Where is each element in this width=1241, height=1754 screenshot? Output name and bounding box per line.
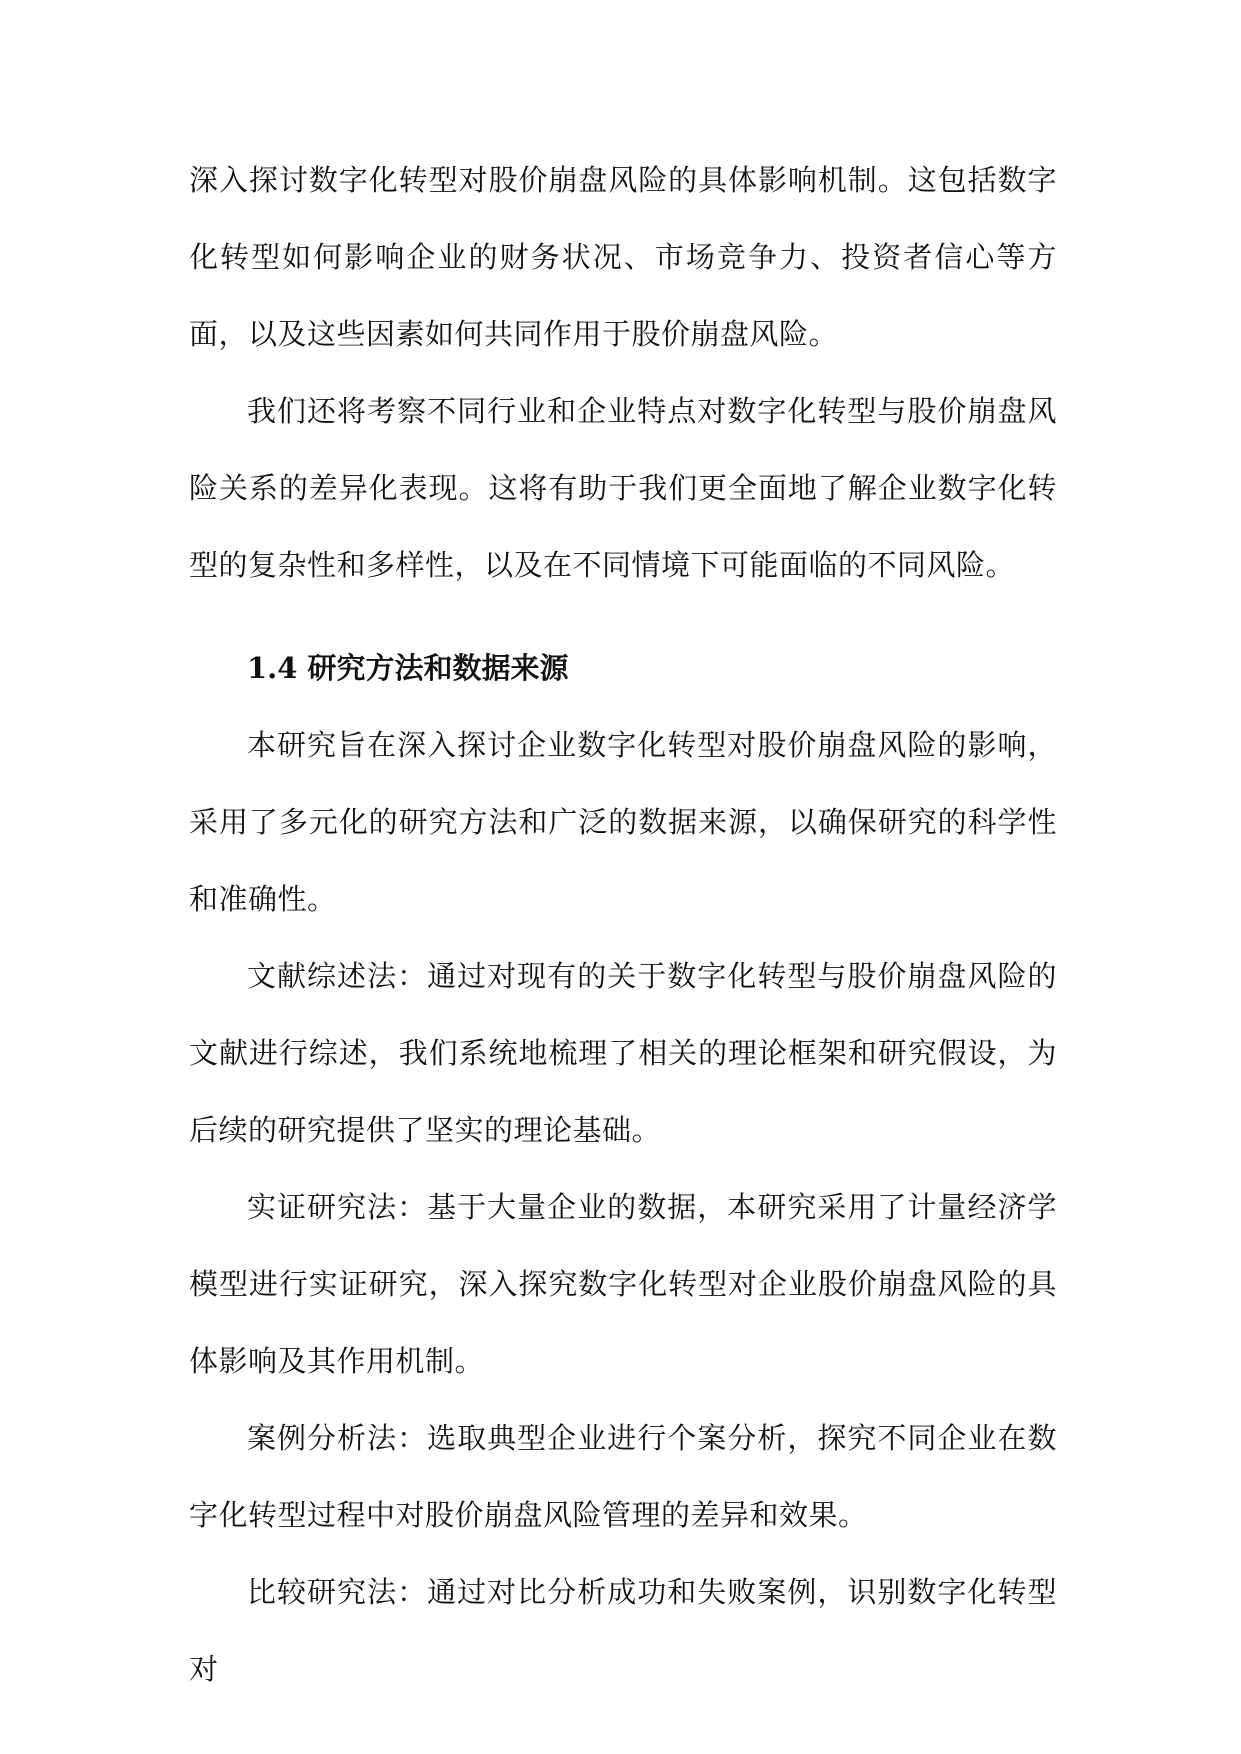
paragraph: 案例分析法：选取典型企业进行个案分析，探究不同企业在数字化转型过程中对股价崩盘风险管理的差异和效果。: [189, 1421, 1057, 1532]
document-page: [189, 142, 1057, 1708]
paragraph: 文献综述法：通过对现有的关于数字化转型与股价崩盘风险的文献进行综述，我们系统地梳理了相关的理论框架和研究假设，为后续的研究提供了坚实的理论基础。: [189, 959, 1057, 1147]
section-heading: 1.4 研究方法和数据来源: [247, 651, 569, 685]
paragraph: 本研究旨在深入探讨企业数字化转型对股价崩盘风险的影响，采用了多元化的研究方法和广泛的数据来源，以确保研究的科学性和准确性。: [189, 728, 1057, 916]
paragraph: 我们还将考察不同行业和企业特点对数字化转型与股价崩盘风险关系的差异化表现。这将有助于我们更全面地了解企业数字化转型的复杂性和多样性，以及在不同情境下可能面临的不同风险。: [189, 394, 1057, 582]
paragraph: 比较研究法：通过对比分析成功和失败案例，识别数字化转型对: [189, 1575, 1057, 1686]
paragraph: 实证研究法：基于大量企业的数据，本研究采用了计量经济学模型进行实证研究，深入探究数字化转型对企业股价崩盘风险的具体影响及其作用机制。: [189, 1190, 1057, 1378]
paragraph-continued: 深入探讨数字化转型对股价崩盘风险的具体影响机制。这包括数字化转型如何影响企业的财务状况、市场竞争力、投资者信心等方面，以及这些因素如何共同作用于股价崩盘风险。: [189, 163, 1057, 351]
